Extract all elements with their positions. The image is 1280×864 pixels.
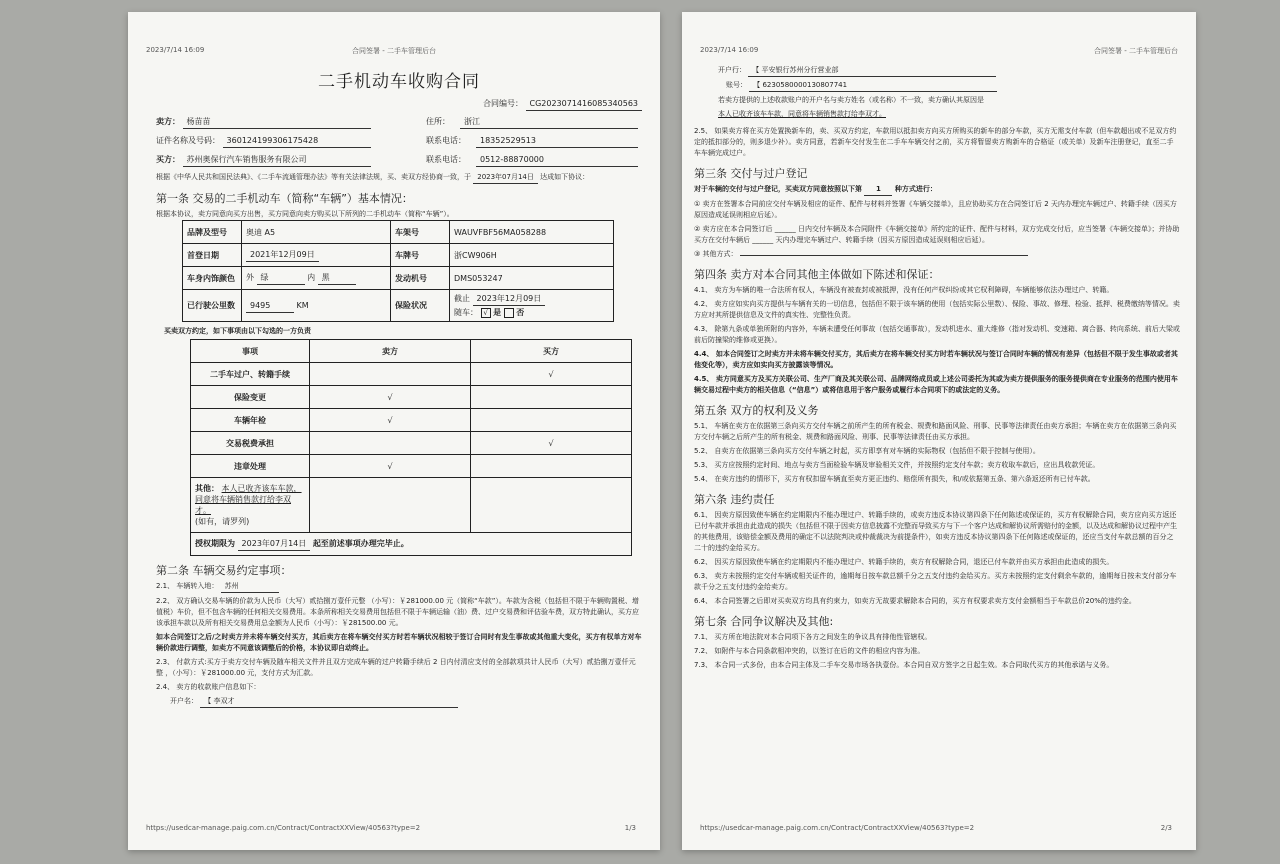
address: 浙江	[460, 115, 638, 129]
print-date: 2023/7/14 16:09	[146, 46, 205, 54]
article-1-title: 第一条 交易的二手机动车（简称“车辆”）基本情况：	[156, 192, 413, 205]
checkbox-yes: √	[481, 308, 491, 318]
reg-date: 2021年12月09日	[246, 248, 319, 262]
print-date: 2023/7/14 16:09	[700, 46, 759, 54]
phone: 18352529513	[476, 134, 638, 148]
vehicle-table: 品牌及型号 奥迪 A5 车架号 WAUVFBF56MA058288 首登日期 2021年12月09日 车牌号 浙CW906H 车身内饰颜色 外 绿 内 黑 发动机号 DMS053247 已行驶公里数 9495 KM 保险状况 截止 2023年12月09日 随车： √ 是 否	[182, 220, 614, 322]
site-name: 合同签署 - 二手车管理后台	[352, 47, 436, 55]
engine-number: DMS053247	[450, 267, 614, 290]
article-5-title: 第五条 双方的权利及义务	[694, 404, 819, 417]
interior-color: 黑	[318, 271, 356, 285]
clause-5-4: 5.4、 在卖方违约的情形下，买方有权扣留车辆直至卖方更正违约、赔偿所有损失，和/或依据第五条、第六条返还所有已付车款。	[694, 475, 1095, 483]
article-1-intro: 根据本协议，卖方同意向买方出售，买方同意向卖方购买以下所列的二手机动车（简称“车辆”）。	[156, 210, 454, 218]
footer-url: https://usedcar-manage.paig.com.cn/Contract/ContractXXView/40563?type=2	[700, 824, 975, 832]
clause-6-4: 6.4、 本合同签署之后即对买卖双方均具有约束力，如卖方无故要求解除本合同的，买方有权要求卖方支付金额相当于车款总价20%的违约金。	[694, 597, 1136, 605]
clause-2-4: 2.4、 卖方的收款账户信息如下：	[156, 683, 261, 691]
table-row: 车辆年检 √	[191, 409, 632, 432]
buyer-name: 苏州奥保行汽车销售服务有限公司	[183, 153, 371, 167]
delivery-option-1: ① 卖方在签署本合同前应交付车辆及相应的证件、配件与材料并签署《车辆交接单》，且应协助买方在合同签订后 2 天内办理完车辆过户、转籍手续（因买方原因造成延误则相应后延）。	[694, 200, 1177, 219]
table-row: 保险变更 √	[191, 386, 632, 409]
clause-4-1: 4.1、 卖方为车辆的唯一合法所有权人，车辆没有被查封或被抵押，没有任何产权纠纷或其它权利障碍，车辆能够依法办理过户、转籍。	[694, 286, 1114, 294]
article-2-title: 第二条 车辆交易约定事项：	[156, 564, 292, 577]
page-header	[700, 46, 1178, 58]
account-holder: 【 李双才	[200, 696, 458, 708]
buyer-label: 买方：	[156, 155, 180, 164]
page-number: 2/3	[1160, 824, 1172, 832]
address-label: 住所：	[426, 117, 450, 126]
phone-label: 联系电话：	[426, 136, 466, 145]
deadline-date: 2023年07月14日	[238, 537, 311, 551]
mismatch-reason: 本人已收齐该车车款，同意将车辆销售款打给李双才。	[718, 110, 886, 118]
account-mismatch: 若卖方提供的上述收款账户的开户名与卖方姓名（或名称）不一致，卖方确认其原因是	[718, 96, 984, 104]
clause-6-1: 6.1、 因卖方原因致使车辆在约定期限内不能办理过户、转籍手续的，或卖方违反本协议第四条下任何陈述或保证的，买方有权解除合同，卖方应向买方返还已付车款并承担由此造成的损失（包括但不限于因卖方信息披露不完整而导致买方与下一个客户达成和解协议所需赔付的金额，以及达成和解协议过程中产生的其他费用，该赔偿金额及费用的确定不以法院判决或仲裁裁决为前提条件），如卖方违反本协议第四条下任何陈述或保证的，还应当支付车款总额的百分之二十的违约金给买方。	[694, 511, 1177, 552]
account-number: 【 6230580000130807741	[749, 80, 997, 92]
article-7-title: 第七条 合同争议解决及其他:	[694, 615, 834, 628]
plate-number: 浙CW906H	[450, 244, 614, 267]
delivery-choice: 1	[864, 184, 892, 196]
table-row: 二手车过户、转籍手续 √	[191, 363, 632, 386]
clause-4-5: 4.5、 卖方同意买方及买方关联公司、生产厂商及其关联公司、品牌网络成员或上述公司委托为其或为卖方提供服务的服务提供商在专业服务的范围内使用车辆交易过程中卖方的相关信息（“信息”）或将信息用于客户服务或履行本合同项下的或法定的义务。	[694, 375, 1178, 394]
site-name: 合同签署 - 二手车管理后台	[1094, 47, 1178, 55]
id-label: 证件名称及号码：	[156, 136, 220, 145]
clause-7-2: 7.2、 如附件与本合同条款相冲突的，以签订在后的文件的相应内容为准。	[694, 647, 925, 655]
checkbox-no	[504, 308, 514, 318]
footer-url: https://usedcar-manage.paig.com.cn/Contract/ContractXXView/40563?type=2	[146, 824, 421, 832]
clause-5-3: 5.3、 买方应按照约定时间、地点与卖方当面检验车辆及审验相关文件，并按照约定支付车款；卖方收取车款后，应出具收款凭证。	[694, 461, 1100, 469]
delivery-option-3: ③ 其他方式：	[694, 250, 738, 258]
clause-7-3: 7.3、 本合同一式多份，由本合同主体及二手车交易市场各执壹份。本合同自双方签字之日起生效。本合同取代买方的其他承诺与义务。	[694, 661, 1114, 669]
buyer-phone: 0512-88870000	[476, 153, 638, 167]
contract-page-1: 2023/7/14 16:09 合同签署 - 二手车管理后台 二手机动车收购合同 合同编号： CG2023071416085340563 卖方： 杨苗苗 住所： 浙江 证件名称及号码： 360124199306175428 联系电话： 18352529513 买方： 苏州奥保行汽车销售服务有限公司 联系电话： 0512-88870000 根据《中华人民共和国民法典》、《二手车流通管理办法》等有关法律法规，买、卖双方经协商一致，于 2023年07月14日 达成如下协议： 第一条 交易的二手机动车（简称“车辆”）基本情况： 根据本协议，卖方同意向买方出售，买方同意向卖方购买以下所列的二手机动车（简称“车辆”）。 品牌及型号 奥迪 A5 车架号 WAUVFBF56MA058288 首登日期 2021年12月09日 车牌号 浙CW906H 车身内饰颜色 外 绿 内 黑 发动机号 DMS053247 已行驶公里数 9495 KM 保险状况 截止 2023年12月09日 随车： √ 是 否 买卖双方约定，如下事项由以下勾选的一方负责 事项 卖方 买方 二手车过户、转籍手续 √ 保险变更 √ 车辆年检 √ 交易税费承担 √ 违章处理 √ 其他： 本人已收齐该车车款，同意将车辆销售款打给李双才。 (如有，请罗列) 授权期限为 2023年07月14日 起至前述事项办理完毕止。 第二条 车辆交易约定事项： 2.1、 车辆转入地： 苏州 2.2、 双方确认交易车辆的价款为人民币（大写）贰拾捌万壹仟元整 （小写）：￥281000.00 元（简称“车款”）。车款为含税（包括但不限于车辆购置税、增值税）车价，但不包含车辆的任何相关交易费用。本条所称相关交易费用包括但不限于车辆运输（油）费、过户交易费和评估验车费，双方特此确认，买方应该承担车款以及所有相关交易费用总金额为人民币（小写）：￥281500.00 元。 如本合同签订之后/之时卖方并未将车辆交付买方，其后卖方在将车辆交付买方时若车辆状况相较于签订合同时有发生事故或其他重大变化，买方有权单方对车辆价款进行调整，如卖方不同意该调整后的价格，本协议即自动终止。 2.3、 付款方式:买方于卖方交付车辆及随车相关文件并且双方完成车辆的过户转籍手续后 2 日内付清应支付的全部款项共计人民币（大写）贰拾捌万壹仟元整 ，（小写）：￥281000.00 元，支付方式为汇款。 2.4、 卖方的收款账户信息如下： 开户名： 【 李双才 https://usedcar-manage.paig.com.cn/Contract/ContractXXView/40563?type=2 1/3	[128, 12, 660, 850]
preamble: 根据《中华人民共和国民法典》、《二手车流通管理办法》等有关法律法规，买、卖双方经协商一致，于 2023年07月14日 达成如下协议：	[156, 172, 642, 184]
article-4-title: 第四条 卖方对本合同其他主体做如下陈述和保证：	[694, 268, 940, 281]
clause-5-2: 5.2、 自卖方在依据第三条向买方交付车辆之时起，买方即享有对车辆的实际物权（包括但不限于控制与使用）。	[694, 447, 1040, 455]
vehicle-vin: WAUVFBF56MA058288	[450, 221, 614, 244]
bank-name: 【 平安银行苏州分行营业部	[748, 65, 996, 77]
insurance-date: 2023年12月09日	[473, 292, 546, 306]
article-6-title: 第六条 违约责任	[694, 493, 775, 506]
page-footer	[146, 824, 642, 836]
clause-2-3: 2.3、 付款方式:买方于卖方交付车辆及随车相关文件并且双方完成车辆的过户转籍手续后 2 日内付清应支付的全部款项共计人民币（大写）贰拾捌万壹仟元整 ，（小写）：￥281000.00 元，支付方式为汇款。	[156, 658, 636, 677]
duties-intro: 买卖双方约定，如下事项由以下勾选的一方负责	[164, 327, 311, 335]
contract-no-label: 合同编号：	[482, 99, 523, 108]
other-note: 本人已收齐该车车款，同意将车辆销售款打给李双才。	[195, 484, 302, 515]
clause-2-2-note: 如本合同签订之后/之时卖方并未将车辆交付买方，其后卖方在将车辆交付买方时若车辆状况相较于签订合同时有发生事故或其他重大变化，买方有权单方对车辆价款进行调整，如卖方不同意该调整后的价格，本协议即自动终止。	[156, 633, 642, 652]
table-row: 违章处理 √	[191, 455, 632, 478]
clause-4-2: 4.2、 卖方应如实向买方提供与车辆有关的一切信息，包括但不限于该车辆的使用（包括实际公里数）、保险、事故、修理、检验、抵押、税费缴纳等情况。卖方应对其所提供信息及文件的真实性、完整性负责。	[694, 300, 1180, 319]
page-number: 1/3	[624, 824, 636, 832]
table-row: 交易税费承担 √	[191, 432, 632, 455]
clause-4-3: 4.3、 除第九条或单独所附的内容外，车辆未遭受任何事故（包括交通事故），发动机进水、重大维修（指对发动机、变速箱、离合器、转向系统、前后大梁或前后防撞梁的维修或更换）。	[694, 325, 1180, 344]
delivery-option-2: ② 卖方应在本合同签订后 ______ 日内交付车辆及本合同附件《车辆交接单》所约定的证件、配件与材料，双方完成交付后，应当签署《车辆交接单》；并协助买方在交付车辆后 ______ 天内办理完车辆过户、转籍手续（因买方原因造成延误则相应后延）。	[694, 225, 1180, 244]
clause-5-1: 5.1、 车辆在卖方在依据第三条向买方交付车辆之前所产生的所有税金、规费和路面风险、刑事、民事等法律责任由卖方承担；车辆在卖方在依据第三条向买方交付车辆之后所产生的所有税金、规费和路面风险、刑事、民事等法律责任由买方承担。	[694, 422, 1177, 441]
clause-4-4: 4.4、 如本合同签订之时卖方并未将车辆交付买方，其后卖方在将车辆交付买方时若车辆状况与签订合同时车辆的情况有差异（包括但不限于发生事故或者其他变化等），卖方应如实向买方披露该等情况。	[694, 350, 1178, 369]
article-3-title: 第三条 交付与过户登记	[694, 167, 808, 180]
vehicle-brand: 奥迪 A5	[242, 221, 391, 244]
contract-page-2: 2023/7/14 16:09 合同签署 - 二手车管理后台 开户行： 【 平安银行苏州分行营业部 账号： 【 6230580000130807741 若卖方提供的上述收款账户的开户名与卖方姓名（或名称）不一致，卖方确认其原因是 本人已收齐该车车款，同意将车辆销售款打给李双才。 2.5、 如果卖方将在买方处置换新车的，卖、买双方约定，车款用以抵扣卖方向买方所购买的新车的部分车款，买方无需支付车款（但车款超出或不足双方约定的抵扣部分的，则多退少补）。卖方同意，若新车交付发生在二手车车辆交付之前，买方将暂留卖方购新车的合格证（或关单）及新车注册登记，直至二手车车辆完成过户。 第三条 交付与过户登记 对于车辆的交付与过户登记，买卖双方同意按照以下第 1 种方式进行： ① 卖方在签署本合同前应交付车辆及相应的证件、配件与材料并签署《车辆交接单》，且应协助买方在合同签订后 2 天内办理完车辆过户、转籍手续（因买方原因造成延误则相应后延）。 ② 卖方应在本合同签订后 ______ 日内交付车辆及本合同附件《车辆交接单》所约定的证件、配件与材料，双方完成交付后，应当签署《车辆交接单》；并协助买方在交付车辆后 ______ 天内办理完车辆过户、转籍手续（因买方原因造成延误则相应后延）。 ③ 其他方式： 第四条 卖方对本合同其他主体做如下陈述和保证： 4.1、 卖方为车辆的唯一合法所有权人，车辆没有被查封或被抵押，没有任何产权纠纷或其它权利障碍，车辆能够依法办理过户、转籍。 4.2、 卖方应如实向买方提供与车辆有关的一切信息，包括但不限于该车辆的使用（包括实际公里数）、保险、事故、修理、检验、抵押、税费缴纳等情况。卖方应对其所提供信息及文件的真实性、完整性负责。 4.3、 除第九条或单独所附的内容外，车辆未遭受任何事故（包括交通事故），发动机进水、重大维修（指对发动机、变速箱、离合器、转向系统、前后大梁或前后防撞梁的维修或更换）。 4.4、 如本合同签订之时卖方并未将车辆交付买方，其后卖方在将车辆交付买方时若车辆状况与签订合同时车辆的情况有差异（包括但不限于发生事故或者其他变化等），卖方应如实向买方披露该等情况。 4.5、 卖方同意买方及买方关联公司、生产厂商及其关联公司、品牌网络成员或上述公司委托为其或为卖方提供服务的服务提供商在专业服务的范围内使用车辆交易过程中卖方的相关信息（“信息”）或将信息用于客户服务或履行本合同项下的或法定的义务。 第五条 双方的权利及义务 5.1、 车辆在卖方在依据第三条向买方交付车辆之前所产生的所有税金、规费和路面风险、刑事、民事等法律责任由卖方承担；车辆在卖方在依据第三条向买方交付车辆之后所产生的所有税金、规费和路面风险、刑事、民事等法律责任由买方承担。 5.2、 自卖方在依据第三条向买方交付车辆之时起，买方即享有对车辆的实际物权（包括但不限于控制与使用）。 5.3、 买方应按照约定时间、地点与卖方当面检验车辆及审验相关文件，并按照约定支付车款；卖方收取车款后，应出具收款凭证。 5.4、 在卖方违约的情形下，买方有权扣留车辆直至卖方更正违约、赔偿所有损失，和/或依据第五条、第六条返还所有已付车款。 第六条 违约责任 6.1、 因卖方原因致使车辆在约定期限内不能办理过户、转籍手续的，或卖方违反本协议第四条下任何陈述或保证的，买方有权解除合同，卖方应向买方返还已付车款并承担由此造成的损失（包括但不限于因卖方信息披露不完整而导致买方与下一个客户达成和解协议所需赔付的金额，以及达成和解协议过程中产生的其他费用，该赔偿金额及费用的确定不以法院判决或仲裁裁决为前提条件），如卖方违反本协议第四条下任何陈述或保证的，还应当支付车款总额的百分之二十的违约金给买方。 6.2、 因买方原因致使车辆在约定期限内不能办理过户、转籍手续的，卖方有权解除合同，退还已付车款并由买方承担由此造成的损失。 6.3、 卖方未按照约定交付车辆或相关证件的，逾期每日按车款总额千分之五支付违约金给买方。买方未按照约定支付剩余车款的，逾期每日按未支付部分车款千分之五支付违约金给卖方。 6.4、 本合同签署之后即对买卖双方均具有约束力，如卖方无故要求解除本合同的，买方有权要求卖方支付金额相当于车款总价20%的违约金。 第七条 合同争议解决及其他: 7.1、 买方所在地法院对本合同项下各方之间发生的争议具有排他性管辖权。 7.2、 如附件与本合同条款相冲突的，以签订在后的文件的相应内容为准。 7.3、 本合同一式多份，由本合同主体及二手车交易市场各执壹份。本合同自双方签字之日起生效。本合同取代买方的其他承诺与义务。 https://usedcar-manage.paig.com.cn/Contract/ContractXXView/40563?type=2 2/3	[682, 12, 1196, 850]
contract-no: CG2023071416085340563	[526, 97, 643, 111]
exterior-color: 绿	[257, 271, 305, 285]
seller-name: 杨苗苗	[183, 115, 371, 129]
page-footer	[700, 824, 1178, 836]
clause-6-3: 6.3、 卖方未按照约定交付车辆或相关证件的，逾期每日按车款总额千分之五支付违约金给买方。买方未按照约定支付剩余车款的，逾期每日按未支付部分车款千分之五支付违约金给卖方。	[694, 572, 1177, 591]
seller-label: 卖方：	[156, 117, 180, 126]
contract-title: 二手机动车收购合同	[318, 72, 480, 92]
clause-6-2: 6.2、 因买方原因致使车辆在约定期限内不能办理过户、转籍手续的，卖方有权解除合同，退还已付车款并由买方承担由此造成的损失。	[694, 558, 1114, 566]
page-header	[146, 46, 642, 58]
id-number: 360124199306175428	[223, 134, 371, 148]
clause-2-5: 2.5、 如果卖方将在买方处置换新车的，卖、买双方约定，车款用以抵扣卖方向买方所购买的新车的部分车款，买方无需支付车款（但车款超出或不足双方约定的抵扣部分的，则多退少补）。卖方同意，若新车交付发生在二手车车辆交付之前，买方将暂留卖方购新车的合格证（或关单）及新车注册登记，直至二手车车辆完成过户。	[694, 127, 1177, 157]
clause-2-2: 2.2、 双方确认交易车辆的价款为人民币（大写）贰拾捌万壹仟元整 （小写）：￥281000.00 元（简称“车款”）。车款为含税（包括但不限于车辆购置税、增值税）车价，但不包含车辆的任何相关交易费用。本条所称相关交易费用包括但不限于车辆运输（油）费、过户交易费和评估验车费，双方特此确认，买方应该承担车款以及所有相关交易费用总金额为人民币（小写）：￥281500.00 元。	[156, 597, 639, 627]
duties-table: 事项 卖方 买方 二手车过户、转籍手续 √ 保险变更 √ 车辆年检 √ 交易税费承担 √ 违章处理 √ 其他： 本人已收齐该车车款，同意将车辆销售款打给李双才。 (如有，请罗列) 授权期限为 2023年07月14日 起至前述事项办理完毕止。	[190, 339, 632, 556]
mileage: 9495	[246, 299, 294, 313]
buyer-phone-label: 联系电话：	[426, 155, 466, 164]
destination-city: 苏州	[221, 581, 279, 593]
clause-7-1: 7.1、 买方所在地法院对本合同项下各方之间发生的争议具有排他性管辖权。	[694, 633, 932, 641]
